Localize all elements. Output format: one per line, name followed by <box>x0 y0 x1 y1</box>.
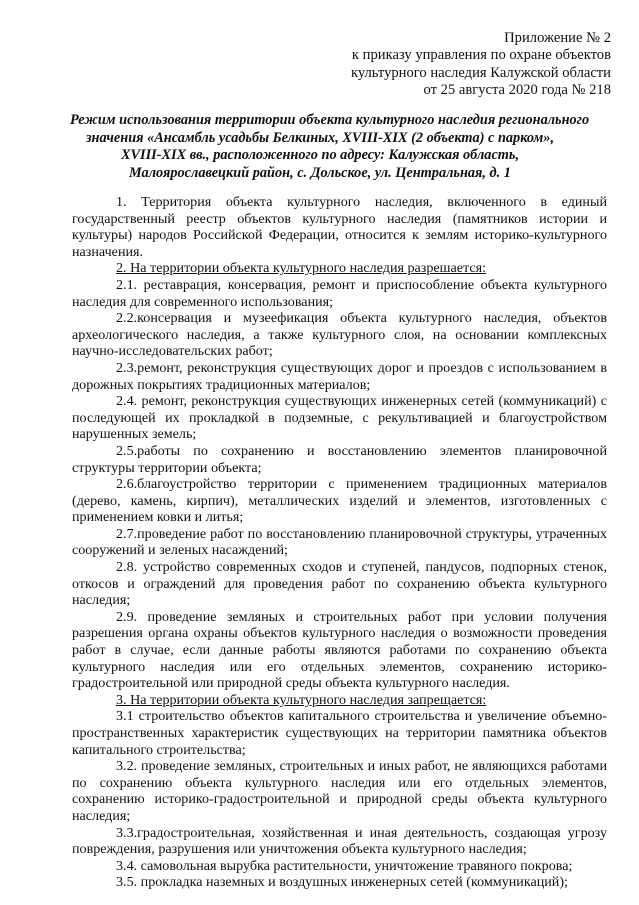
paragraph-3-3: 3.3.градостроительная, хозяйственная и иная деятельность, создающая угрозу повреждения, разрушения или уничтожения объекта культурного наследия; <box>72 824 607 858</box>
appendix-header <box>351 30 611 100</box>
paragraph-2-6: 2.6.благоустройство территории с применением традиционных материалов (дерево, камень, кирпич), металлических изделий и элементов, изготовленных с применением ковки и литья; <box>72 476 607 526</box>
section-2-heading: 2. На территории объекта культурного наследия разрешается: <box>116 260 487 277</box>
paragraph-3-4: 3.4. самовольная вырубка растительности, уничтожение травяного покрова; <box>116 857 573 874</box>
document-body <box>72 194 607 891</box>
paragraph-2-2: 2.2.консервация и музеефикация объекта культурного наследия, объектов археологического наследия, а также культурного слоя, на основании комплексных научно-исследовательских работ; <box>72 310 607 360</box>
appendix-number: Приложение № 2 <box>504 30 611 46</box>
document-title <box>70 112 590 182</box>
section-3-heading: 3. На территории объекта культурного наследия запрещается: <box>116 691 487 708</box>
title-line: значения «Ансамбль усадьбы Белкиных, XVIII-XIX (2 объекта) с парком», <box>85 129 555 146</box>
order-date-number: от 25 августа 2020 года № 218 <box>423 82 611 99</box>
issuing-authority: культурного наследия Калужской области <box>350 64 611 81</box>
order-reference: к приказу управления по охране объектов <box>351 47 611 64</box>
paragraph-2-3: 2.3.ремонт, реконструкция существующих дорог и проездов с использованием в дорожных покрытиях традиционных материалов; <box>72 359 607 393</box>
title-line: XVIII-XIX вв., расположенного по адресу: Калужская область, <box>120 147 520 164</box>
title-line: Малоярославецкий район, с. Дольское, ул. Центральная, д. 1 <box>129 164 511 181</box>
paragraph-1: 1. Территория объекта культурного наследия, включенного в единый государственный реестр объектов культурного наследия (памятников истории и культуры) народов Российской Федерации, относится к землям историко-культурного назначения. <box>72 194 607 260</box>
paragraph-3-1: 3.1 строительство объектов капитального строительства и увеличение объемно-пространственных характеристик существующих на территории памятника объектов капитального строительства; <box>72 708 607 758</box>
paragraph-2-5: 2.5.работы по сохранению и восстановлению элементов планировочной структуры территории объекта; <box>72 442 607 476</box>
paragraph-2-9: 2.9. проведение земляных и строительных работ при условии получения разрешения органа охраны объектов культурного наследия о возможности проведения работ в случае, если данные работы являются работами по сохранению объекта культурного наследия или его отдельных элементов, сохранению историко-градостроительной или природной среды объекта культурного наследия. <box>72 608 607 692</box>
paragraph-2-8: 2.8. устройство современных сходов и ступеней, пандусов, подпорных стенок, откосов и ограждений для проведения работ по сохранению объекта культурного наследия; <box>72 559 607 609</box>
paragraph-3-5: 3.5. прокладка наземных и воздушных инженерных сетей (коммуникаций); <box>116 874 568 891</box>
paragraph-2-4: 2.4. ремонт, реконструкция существующих инженерных сетей (коммуникаций) с последующей их прокладкой в подземные, с рекультивацией и благоустройством нарушенных земель; <box>72 393 607 443</box>
paragraph-3-2: 3.2. проведение земляных, строительных и иных работ, не являющихся работами по сохранению объекта культурного наследия или его отдельных элементов, сохранению историко-градостроительной и природной среды объекта культурного наследия; <box>72 758 607 824</box>
paragraph-2-1: 2.1. реставрация, консервация, ремонт и приспособление объекта культурного наследия для современного использования; <box>72 276 607 310</box>
title-line: Режим использования территории объекта культурного наследия регионального <box>70 112 590 128</box>
paragraph-2-7: 2.7.проведение работ по восстановлению планировочной структуры, утраченных сооружений и зеленых насаждений; <box>72 525 607 559</box>
